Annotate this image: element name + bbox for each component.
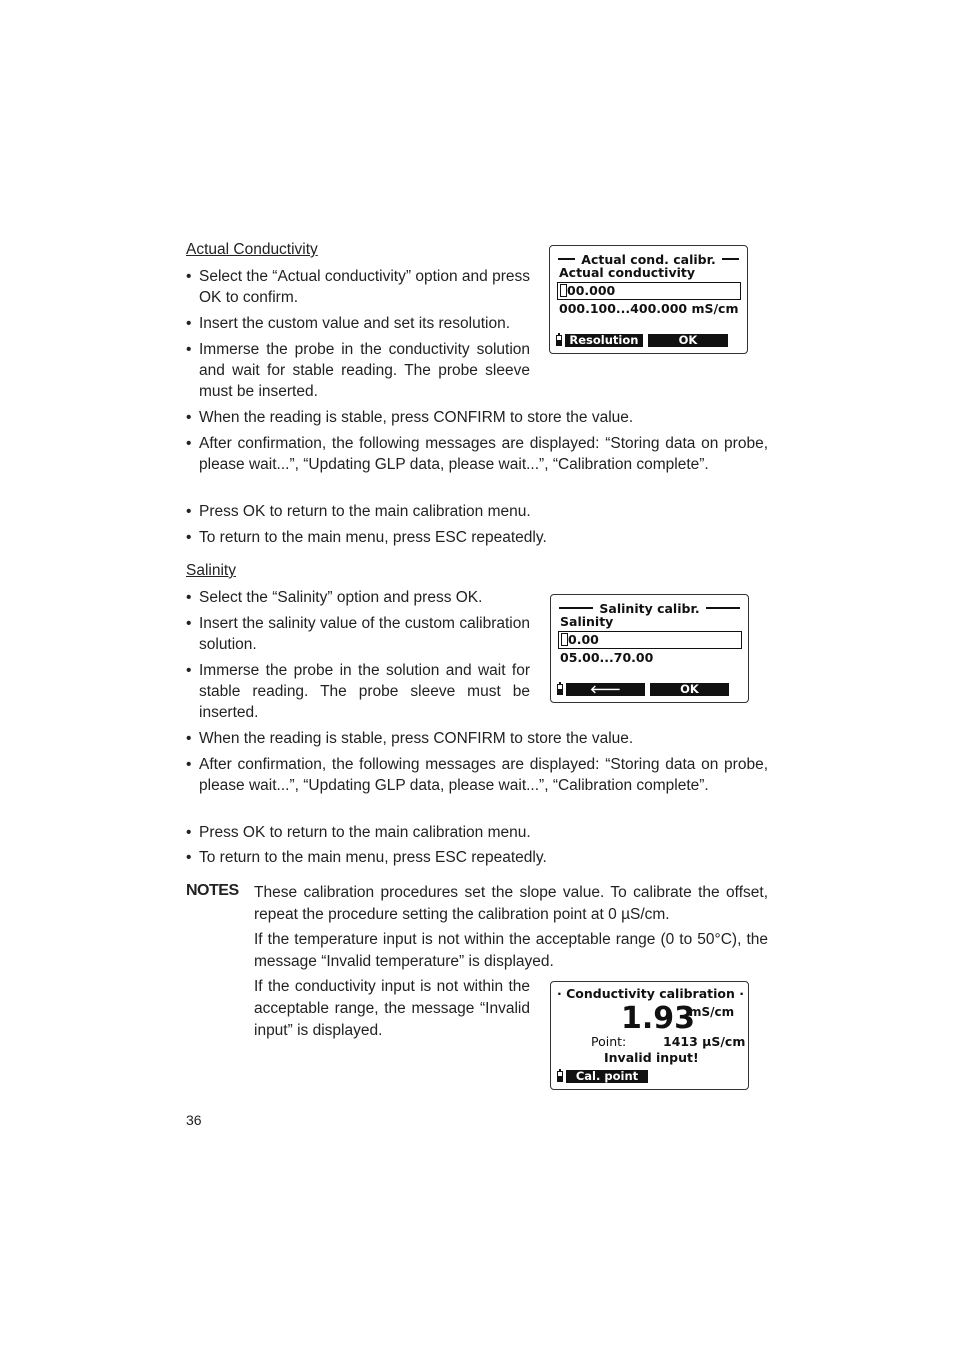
list-item: • Select the “Actual conductivity” option and press OK to confirm.	[186, 268, 530, 306]
list-item: • Immerse the probe in the conductivity solution and wait for stable reading. The probe sleeve must be inserted.	[186, 341, 530, 400]
list-item: • Press OK to return to the main calibration menu.	[186, 503, 531, 520]
note-item: These calibration procedures set the slope value. To calibrate the offset, repeat the procedure setting the calibration point at 0 µS/cm.	[254, 884, 768, 923]
lcd-reading-unit: mS/cm	[689, 1005, 735, 1019]
lcd-reading-value: 1.93	[621, 1001, 696, 1036]
lcd-screen-actual-cond	[549, 245, 748, 354]
lcd-label: Actual conductivity	[559, 265, 695, 280]
list-item: • To return to the main menu, press ESC repeatedly.	[186, 849, 547, 866]
softkey-ok: OK	[650, 683, 729, 696]
lcd-title: Actual cond. calibr.	[558, 251, 739, 267]
lcd-screen-conductivity	[550, 981, 749, 1090]
softkey-cal-point: Cal. point	[566, 1070, 648, 1083]
lcd-softkey-bar	[557, 1070, 734, 1083]
list-item: • Insert the custom value and set its resolution.	[186, 315, 511, 332]
lcd-value-field: 00.000	[557, 282, 741, 300]
softkey-back-arrow-icon: 🡐	[566, 683, 645, 696]
section-heading-salinity: Salinity	[186, 562, 236, 579]
list-item: • Press OK to return to the main calibration menu.	[186, 824, 531, 841]
battery-icon	[557, 1071, 563, 1082]
lcd-range: 000.100...400.000 mS/cm	[559, 301, 739, 316]
page-number: 36	[186, 1112, 202, 1128]
notes-label: NOTES	[186, 882, 239, 899]
softkey-resolution: Resolution	[565, 334, 643, 347]
list-item: • After confirmation, the following messages are displayed: “Storing data on probe, please wait...”, “Updating GLP data, please wait...”, “Calibration complete”.	[186, 435, 768, 473]
lcd-point-label: Point:	[591, 1034, 627, 1049]
lcd-label: Salinity	[560, 614, 614, 629]
lcd-error-message: Invalid input!	[604, 1050, 699, 1065]
softkey-ok: OK	[648, 334, 728, 347]
lcd-point-value: 1413 µS/cm	[663, 1034, 746, 1049]
lcd-title: Salinity calibr.	[559, 600, 740, 616]
list-item: • When the reading is stable, press CONFIRM to store the value.	[186, 409, 634, 426]
list-item: • Select the “Salinity” option and press OK.	[186, 589, 483, 606]
list-item: • Insert the salinity value of the custom calibration solution.	[186, 615, 530, 653]
list-item: • To return to the main menu, press ESC repeatedly.	[186, 529, 547, 546]
lcd-screen-salinity	[550, 594, 749, 703]
lcd-softkey-bar	[557, 683, 734, 696]
battery-icon	[556, 335, 562, 346]
note-item: If the temperature input is not within the acceptable range (0 to 50°C), the message “Invalid temperature” is displayed.	[254, 931, 768, 970]
list-item: • After confirmation, the following messages are displayed: “Storing data on probe, please wait...”, “Updating GLP data, please wait...”, “Calibration complete”.	[186, 756, 768, 794]
list-item: • Immerse the probe in the solution and wait for stable reading. The probe sleeve must be inserted.	[186, 662, 530, 721]
lcd-title: · Conductivity calibration ·	[557, 986, 745, 1001]
list-item: • When the reading is stable, press CONFIRM to store the value.	[186, 730, 634, 747]
cursor-icon	[561, 633, 568, 646]
lcd-range: 05.00...70.00	[560, 650, 654, 665]
note-item: If the conductivity input is not within the acceptable range, the message “Invalid input” is displayed.	[254, 978, 530, 1039]
section-heading-actual-conductivity: Actual Conductivity	[186, 241, 318, 258]
cursor-icon	[560, 284, 567, 297]
lcd-softkey-bar	[556, 334, 733, 347]
lcd-value-field: 0.00	[558, 631, 742, 649]
battery-icon	[557, 684, 563, 695]
